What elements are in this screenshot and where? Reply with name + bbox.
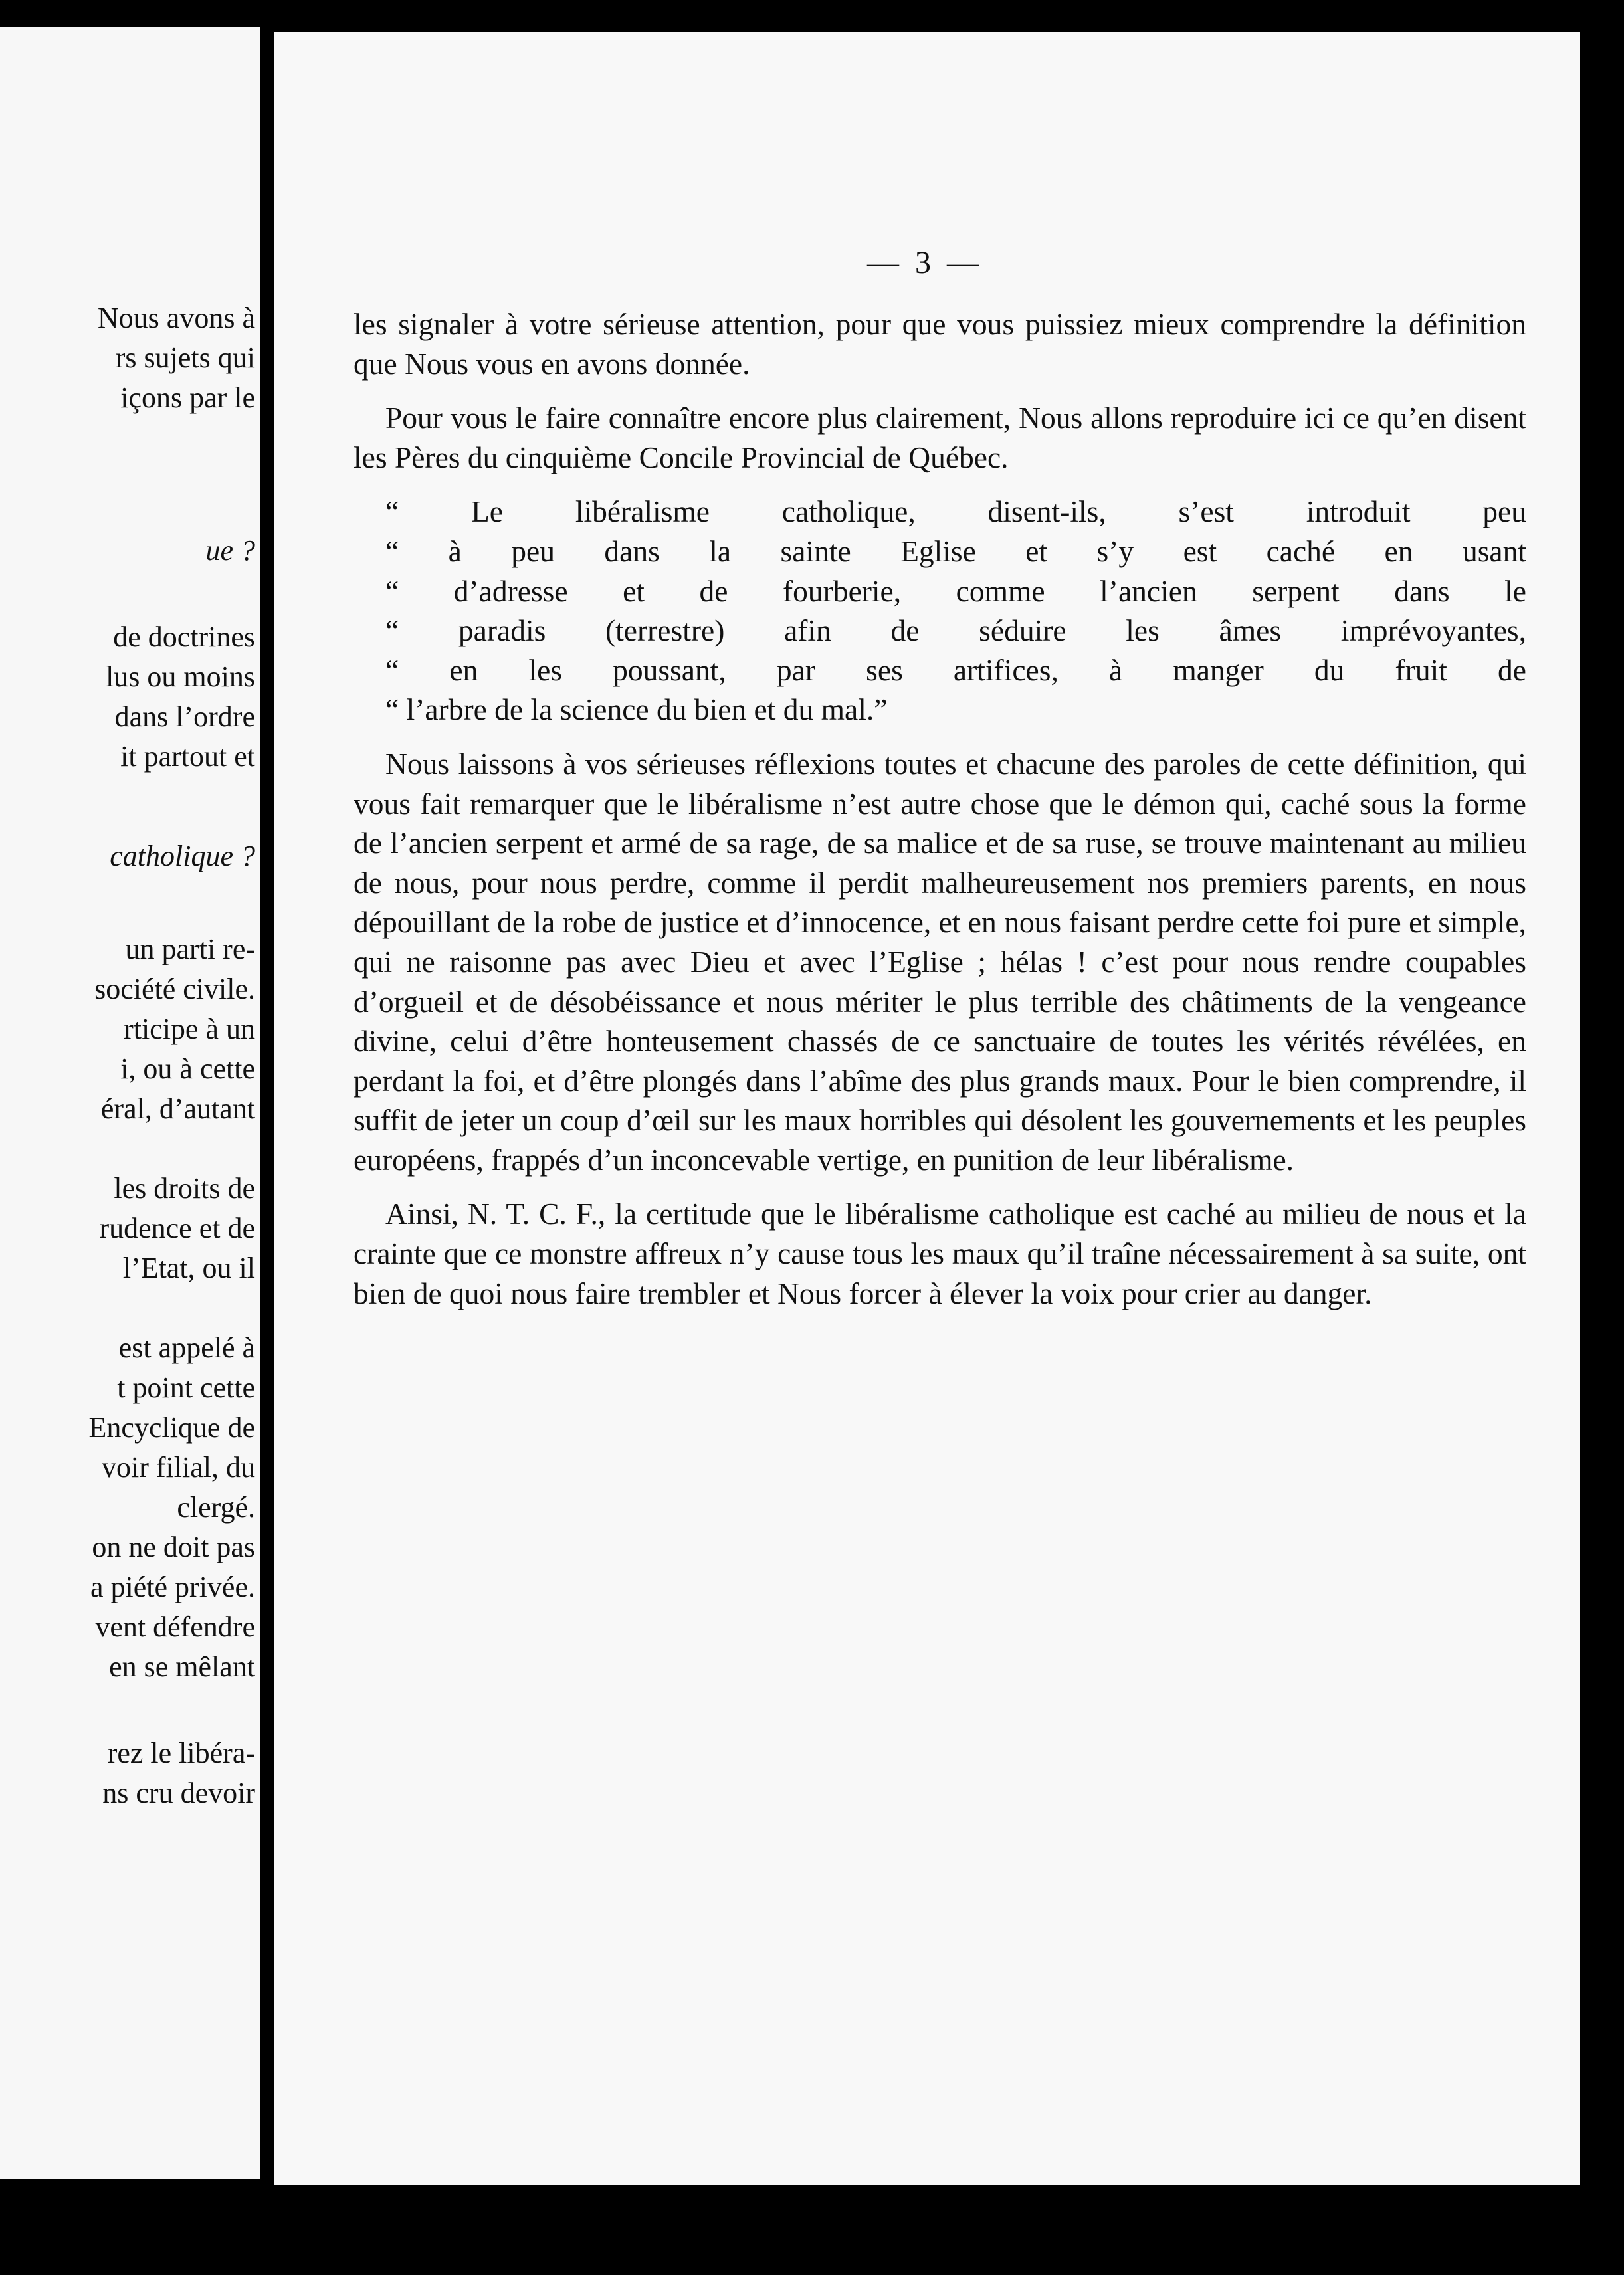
paragraph: Ainsi, N. T. C. F., la certitude que le libéralisme catholique est caché au milieu de nous et la crainte que ce monstre affreux n’y cause tous les maux qu’il traîne nécessairement à sa suite, ont bien de quoi nous faire trembler et Nous forcer à élever la voix pour crier au danger. [354,1197,1526,1310]
left-page-line: i, ou à cette [120,1052,255,1085]
quote-line: “ paradis (terrestre) afin de séduire les âmes imprévoyantes, [385,613,1526,648]
left-page-line: rudence et de [99,1212,255,1244]
left-page-line: en se mêlant [109,1650,255,1683]
left-page-fragment [0,27,260,2179]
paragraph: Pour vous le faire connaître encore plus clairement, Nous allons reproduire ici ce qu’en disent les Pères du cinquième Concile Provincial de Québec. [354,401,1526,474]
left-page-line: on ne doit pas [92,1531,255,1563]
left-page-line: rs sujets qui [115,342,255,374]
left-page-line: l’Etat, ou il [122,1252,255,1284]
quote-line: “ en les poussant, par ses artifices, à manger du fruit de [385,652,1526,687]
left-page-line: a piété privée. [90,1571,255,1603]
left-page-line: de doctrines [113,621,255,653]
left-page-line: catholique ? [110,840,255,872]
quote-line: “ l’arbre de la science du bien et du mal.” [385,692,888,727]
left-page-line: clergé. [177,1491,255,1524]
left-page-line: rticipe à un [124,1013,255,1045]
left-page-line: ue ? [205,534,255,567]
left-page-line: est appelé à [118,1332,255,1364]
paragraph: les signaler à votre sérieuse attention, pour que vous puissiez mieux comprendre la définition que Nous vous en avons donnée. [354,307,1526,381]
quote-line: “ à peu dans la sainte Eglise et s’y est caché en usant [385,534,1526,568]
quotation [354,492,1526,730]
left-page-line: Nous avons à [97,302,255,334]
left-page-line: vent défendre [95,1611,255,1643]
page-number: — 3 — [867,245,983,280]
left-page-line: dans l’ordre [114,700,255,733]
left-page-line: les droits de [114,1172,255,1205]
left-page-line: société civile. [94,973,255,1005]
left-page-line: Encyclique de [88,1411,255,1444]
right-page [274,32,1580,2185]
left-page-line: éral, d’autant [100,1092,255,1125]
left-page-line: ns cru devoir [102,1777,255,1809]
left-page-line: içons par le [120,381,255,414]
left-page-line: t point cette [117,1371,255,1404]
left-page-line: voir filial, du [102,1451,255,1484]
body-text [354,304,1526,1328]
quote-line: “ d’adresse et de fourberie, comme l’ancien serpent dans le [385,573,1526,608]
paragraph: Nous laissons à vos sérieuses réflexions toutes et chacune des paroles de cette définition, qui vous fait remarquer que le libéralisme n’est autre chose que le démon qui, caché sous la forme de l’ancien serpent et armé de sa rage, de sa malice et de sa ruse, se trouve maintenant au milieu de nous, pour nous perdre, comme il perdit malheureusement nos premiers parents, en nous dépouillant de la robe de justice et d’innocence, et en nous faisant perdre cette foi pure et simple, qui ne raisonne pas avec Dieu et avec l’Eglise ; hélas ! c’est pour nous rendre coupables d’orgueil et de désobéissance et nous mériter le plus terrible des châtiments de la vengeance divine, celui d’être honteusement chassés de ce sanctuaire de toutes les vérités révélées, en perdant la foi, et d’être plongés dans l’abîme des plus grands maux. Pour le bien comprendre, il suffit de jeter un coup d’œil sur les maux horribles qui désolent les gouvernements et les peuples européens, frappés d’un inconcevable vertige, en punition de leur libéralisme. [354,746,1526,1177]
left-page-line: lus ou moins [106,660,255,693]
quote-line: “ Le libéralisme catholique, disent-ils, s’est introduit peu [385,494,1526,529]
left-page-line: rez le libéra- [107,1737,255,1769]
left-page-line: it partout et [120,740,255,773]
left-page-line: un parti re- [125,933,255,965]
